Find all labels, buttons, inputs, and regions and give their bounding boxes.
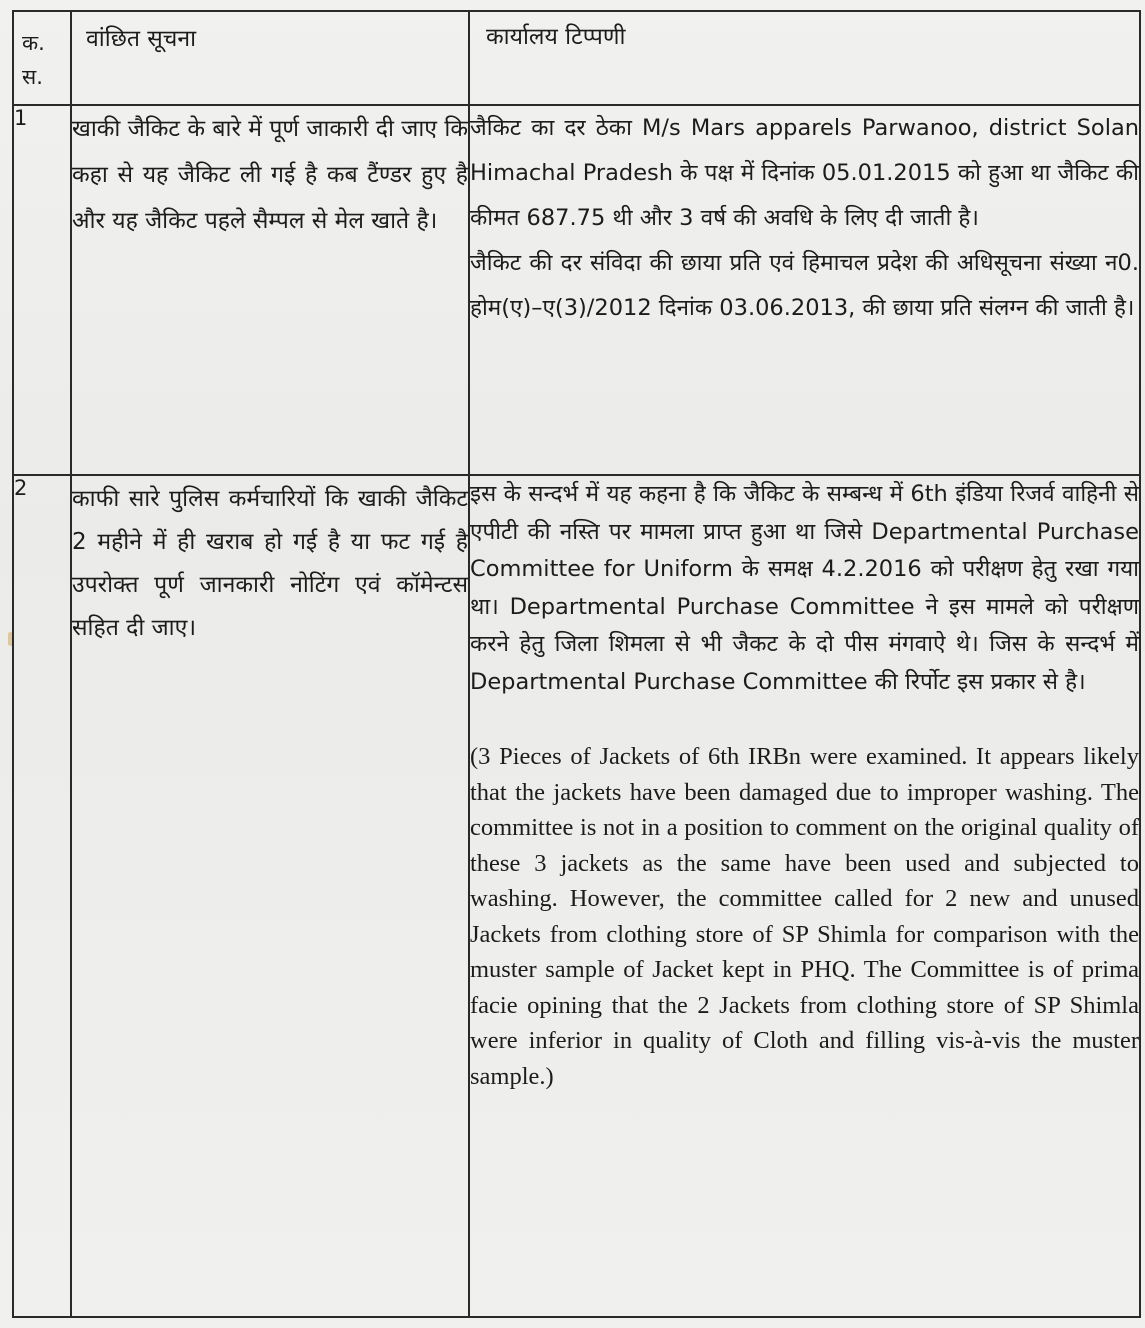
row-serial: 2 [13, 475, 71, 1317]
header-remark: कार्यालय टिप्पणी [469, 11, 1140, 105]
rti-reply-table [12, 10, 1141, 1318]
header-question: वांछित सूचना [71, 11, 469, 105]
committee-report-quote: (3 Pieces of Jackets of 6th IRBn were examined. It appears likely that the jackets have been damaged due to improper washing. The committee is not in a position to comment on the original quality of these 3 jackets as the same have been used and subjected to washing. However, the committee called for 2 new and unused Jackets from clothing store of SP Shimla for comparison with the muster sample of Jacket kept in PHQ. The Committee is of prima facie opining that the 2 Jackets from clothing store of SP Shimla were inferior in quality of Cloth and filling vis-à-vis the muster sample.) [470, 743, 1139, 1090]
table-row [13, 105, 1140, 475]
remark-paragraph: इस के सन्दर्भ में यह कहना है कि जैकिट के सम्बन्ध में 6th इंडिया रिजर्व वाहिनी से एपीटी की नस्ति पर मामला प्राप्त हुआ था जिसे Departmental Purchase Committee for Uniform के समक्ष 4.2.2016 को परीक्षण हेतु रखा गया था। Departmental Purchase Committee ने इस मामले को परीक्षण करने हेतु जिला शिमला से भी जैकट के दो पीस मंगवाऐ थे। जिस के सन्दर्भ में Departmental Purchase Committee की रिर्पोट इस प्रकार से है। [470, 481, 1139, 695]
row-serial: 1 [13, 105, 71, 475]
remark-paragraph: जैकिट का दर ठेका M/s Mars apparels Parwanoo, district Solan Himachal Pradesh के पक्ष में दिनांक 05.01.2015 को हुआ था जैकिट की कीमत 687.75 थी और 3 वर्ष की अवधि के लिए दी जाती है। [470, 115, 1139, 231]
remark-paragraph: जैकिट की दर संविदा की छाया प्रति एवं हिमाचल प्रदेश की अधिसूचना संख्या न0. होम(ए)–ए(3)/2012 दिनांक 03.06.2013, की छाया प्रति संलग्न की जाती है। [470, 250, 1139, 321]
header-serial: क. स. [13, 11, 71, 105]
row-question: काफी सारे पुलिस कर्मचारियों कि खाकी जैकिट 2 महीने में ही खराब हो गई है या फट गई है उपरोक्त पूर्ण जानकारी नोटिंग एवं कॉमेन्टस सहित दी जाए। [71, 475, 469, 1317]
table-row [13, 475, 1140, 1317]
row-remark [469, 105, 1140, 475]
row-remark [469, 475, 1140, 1317]
row-question: खाकी जैकिट के बारे में पूर्ण जाकारी दी जाए कि कहा से यह जैकिट ली गई है कब टैंण्डर हुए है और यह जैकिट पहले सैम्पल से मेल खाते है। [71, 105, 469, 475]
table-header-row [13, 11, 1140, 105]
